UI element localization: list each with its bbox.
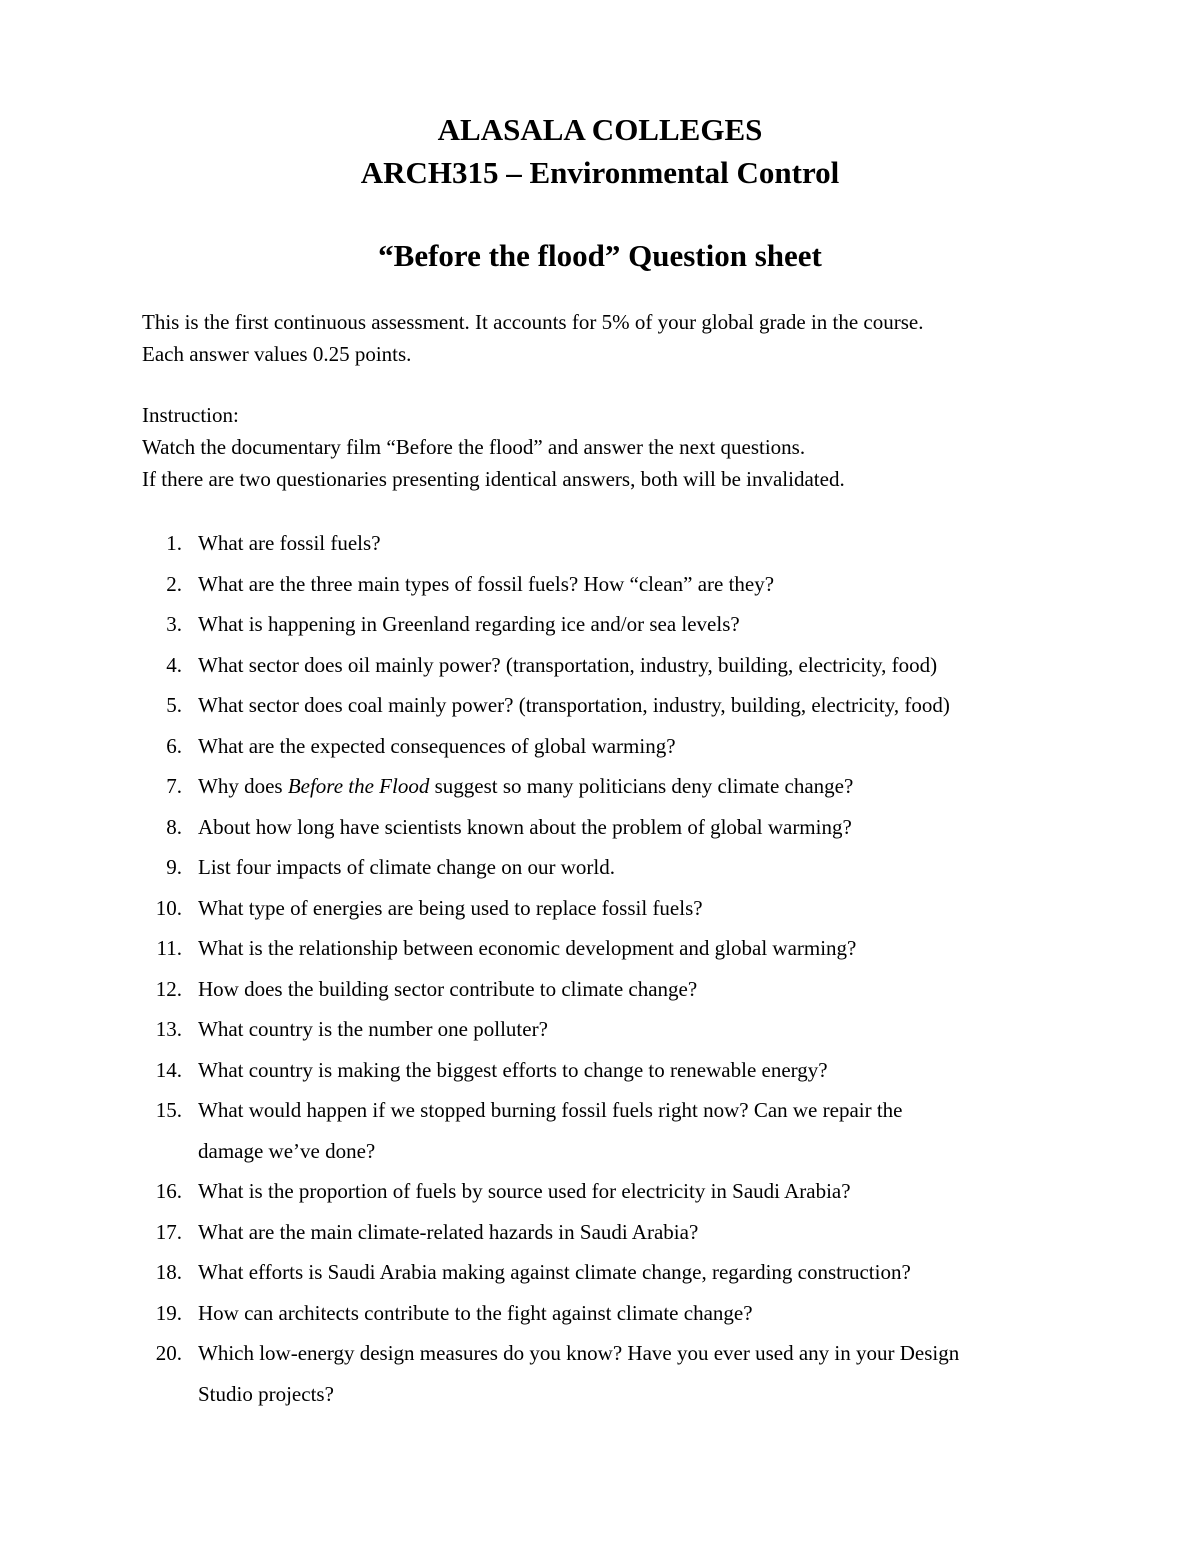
- question-text: List four impacts of climate change on our world.: [198, 855, 615, 879]
- question-item: [142, 766, 1062, 807]
- question-text: What country is the number one polluter?: [198, 1017, 548, 1041]
- question-text: How can architects contribute to the fight against climate change?: [198, 1300, 753, 1325]
- question-number: 13.: [155, 1017, 182, 1041]
- question-text: What type of energies are being used to replace fossil fuels?: [198, 895, 703, 920]
- question-number: 20.: [155, 1341, 182, 1365]
- question-item: [142, 1050, 1062, 1091]
- question-item: [142, 726, 1062, 767]
- question-text: What is the proportion of fuels by source used for electricity in Saudi Arabia?: [198, 1179, 851, 1203]
- question-text: What are the main climate-related hazards in Saudi Arabia?: [198, 1219, 699, 1244]
- institution-title: ALASALA COLLEGES: [437, 112, 763, 147]
- question-text: [198, 1341, 959, 1406]
- question-item: [142, 1212, 1062, 1253]
- question-number: 5.: [166, 693, 182, 717]
- question-text: What sector does coal mainly power? (transportation, industry, building, electricity, food): [198, 693, 950, 717]
- sheet-title: “Before the flood” Question sheet: [378, 238, 822, 273]
- intro-line: This is the first continuous assessment. It accounts for 5% of your global grade in the course.: [142, 310, 924, 334]
- question-list: [142, 523, 1062, 1414]
- question-number: 1.: [166, 531, 182, 555]
- question-item: [142, 969, 1062, 1010]
- question-item: [142, 1333, 1062, 1414]
- question-text: What country is making the biggest efforts to change to renewable energy?: [198, 1057, 828, 1082]
- instruction-line: Watch the documentary film “Before the flood” and answer the next questions.: [142, 435, 806, 459]
- question-number: 2.: [166, 571, 182, 596]
- question-text: What is the relationship between economic development and global warming?: [198, 936, 857, 960]
- question-number: 9.: [166, 855, 182, 879]
- question-item: [142, 1252, 1062, 1293]
- question-text: What are fossil fuels?: [198, 531, 381, 555]
- question-item: [142, 1171, 1062, 1212]
- question-number: 15.: [155, 1098, 182, 1122]
- question-item: [142, 888, 1062, 929]
- question-text-part: suggest so many politicians deny climate change?: [429, 774, 854, 798]
- question-text: [198, 774, 853, 798]
- question-text-line: Studio projects?: [198, 1381, 334, 1406]
- question-number: 17.: [155, 1219, 182, 1244]
- question-item: [142, 604, 1062, 645]
- question-number: 4.: [166, 652, 182, 677]
- question-number: 14.: [155, 1057, 182, 1082]
- question-number: 8.: [166, 814, 182, 839]
- question-text: About how long have scientists known about the problem of global warming?: [198, 814, 852, 839]
- film-title-italic: Before the Flood: [287, 774, 430, 798]
- question-text: What efforts is Saudi Arabia making against climate change, regarding construction?: [198, 1260, 911, 1284]
- question-text-part: Why does: [198, 774, 288, 798]
- instruction-block: [142, 399, 1102, 495]
- question-item: [142, 564, 1062, 605]
- question-text: What is happening in Greenland regarding ice and/or sea levels?: [198, 612, 740, 636]
- intro-line: Each answer values 0.25 points.: [142, 342, 412, 366]
- question-number: 16.: [155, 1179, 182, 1203]
- question-number: 19.: [155, 1300, 182, 1325]
- question-text-line: Which low-energy design measures do you know? Have you ever used any in your Design: [198, 1341, 960, 1365]
- question-item: [142, 685, 1062, 726]
- intro-paragraph: [142, 306, 1102, 370]
- question-text-line: damage we’ve done?: [198, 1138, 376, 1163]
- question-text: [198, 1098, 903, 1163]
- instruction-heading: Instruction:: [142, 403, 239, 427]
- question-item: [142, 645, 1062, 686]
- question-item: [142, 1090, 1062, 1171]
- question-text-line: What would happen if we stopped burning fossil fuels right now? Can we repair the: [198, 1098, 903, 1122]
- question-text: What are the expected consequences of global warming?: [198, 733, 676, 758]
- question-number: 10.: [155, 895, 182, 920]
- question-text: What sector does oil mainly power? (transportation, industry, building, electricity, food): [198, 652, 938, 677]
- question-item: [142, 807, 1062, 848]
- question-number: 11.: [156, 936, 182, 960]
- question-text: What are the three main types of fossil fuels? How “clean” are they?: [198, 571, 775, 596]
- question-item: [142, 847, 1062, 888]
- question-item: [142, 928, 1062, 969]
- course-title: ARCH315 – Environmental Control: [360, 155, 840, 190]
- question-item: [142, 1293, 1062, 1334]
- question-item: [142, 523, 1062, 564]
- question-number: 7.: [166, 774, 182, 798]
- question-number: 6.: [166, 733, 182, 758]
- question-number: 18.: [155, 1260, 182, 1284]
- question-number: 3.: [166, 612, 182, 636]
- instruction-line: If there are two questionaries presenting identical answers, both will be invalidated.: [142, 467, 845, 491]
- question-number: 12.: [155, 976, 182, 1001]
- question-text: How does the building sector contribute to climate change?: [198, 976, 698, 1001]
- question-item: [142, 1009, 1062, 1050]
